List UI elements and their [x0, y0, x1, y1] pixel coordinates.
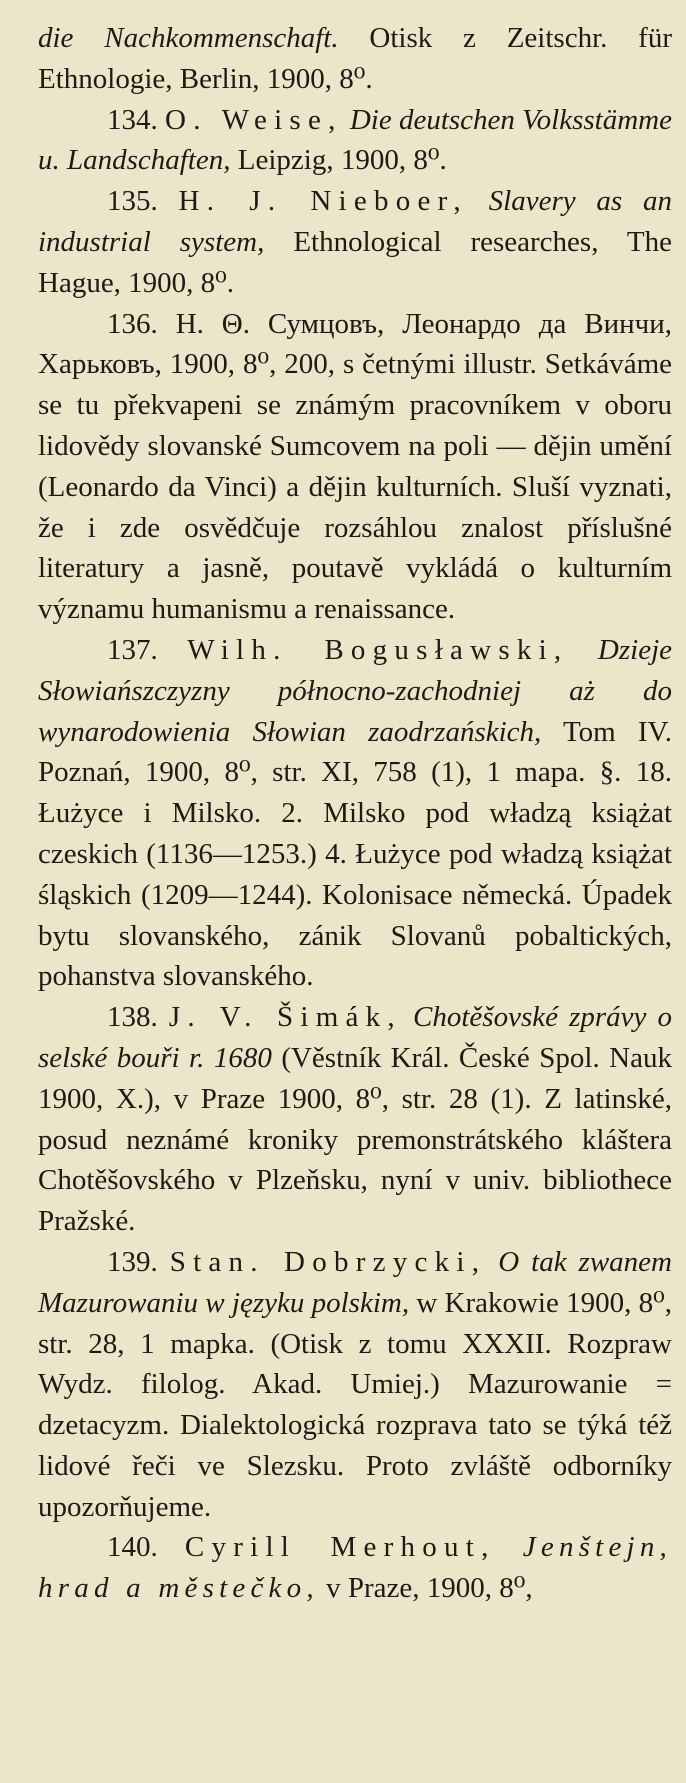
entry-text: Otisk z Zeitschr. für Ethnologie, Berlin, 1900, 8⁰. — [38, 22, 672, 95]
entry-number: 140. — [107, 1531, 158, 1564]
entry-author: H. J. Nieboer, — [178, 185, 468, 218]
entry-title: Jenštejn, hrad a městečko, — [38, 1531, 673, 1605]
entry-text: Ethnological researches, The Hague, 1900, 8⁰. — [38, 225, 672, 299]
entry-number: 136. — [107, 307, 158, 340]
entry-137 — [38, 630, 672, 997]
entry-text: Leipzig, 1900, 8⁰. — [230, 144, 447, 177]
entry-text: Леонардо да Винчи, Харьковъ, 1900, 8⁰, 200, s četnými illustr. Setkáváme se tu překvapeni se známým pracovníkem v oboru lidovědy slovanské Sumcovem na poli — dějin umění (Leonardo da Vinci) a dějin kulturních. Sluší vyznati, že i zde osvědčuje rozsáhlou znalost příslušné literatury a jasně, poutavě vykládá o kulturním významu humanismu a renaissance. — [38, 307, 673, 626]
entry-136 — [38, 304, 672, 630]
entry-title: die Nachkommenschaft. — [38, 22, 339, 54]
entry-134 — [38, 100, 672, 182]
entry-title: Chotěšovské zprávy o selské bouři r. 1680 — [38, 1001, 672, 1074]
entry-140 — [38, 1527, 672, 1609]
entry-number: 135. — [107, 185, 158, 218]
entry-author: Wilh. Bogusławski, — [187, 633, 569, 666]
entry-text: Tom IV. Poznań, 1900, 8⁰, str. XI, 758 (1), 1 mapa. §. 18. Łużyce i Milsko. 2. Milsko pod władzą książat czeskich (1136—1253.) 4. Łużyce pod władzą książat śląskich (1209—1244). Kolonisace německá. Úpadek bytu slovanského, zánik Slovanů pobaltických, pohanstva slovanského. — [38, 715, 672, 993]
entry-number: 139. — [107, 1245, 158, 1278]
entry-number: 138. — [107, 1001, 158, 1034]
entry-title: O tak zwanem Mazurowaniu w języku polskim, — [38, 1245, 672, 1319]
entry-author: Stan. Dobrzycki, — [169, 1245, 487, 1278]
entry-author: O. Weise, — [165, 103, 343, 136]
entry-text: (Věstník Král. České Spol. Nauk 1900, X.), v Praze 1900, 8⁰, str. 28 (1). Z latinské, posud neznámé kroniky premonstrátského kláštera Chotěšovského v Plzeňsku, nyní v univ. bibliothece Pražské. — [38, 1041, 672, 1238]
entry-135 — [38, 181, 672, 303]
entry-title: Slavery as an industrial system, — [38, 185, 672, 258]
entry-text: v Praze, 1900, 8⁰, — [318, 1572, 533, 1605]
entry-author: J. V. Šimák, — [168, 1001, 402, 1034]
entry-title: Dzieje Słowiańszczyzny północno-zachodniej aż do wynarodowienia Słowian zaodrzańskich, — [38, 633, 673, 748]
entry-author: Cyrill Merhout, — [184, 1531, 496, 1564]
entry-continuation — [38, 18, 672, 100]
entry-text: w Krakowie 1900, 8⁰, str. 28, 1 mapka. (Otisk z tomu XXXII. Rozpraw Wydz. filolog. Akad. Umiej.) Mazurowanie = dzetacyzm. Dialektologická rozprava tato se týká též lidové řeči ve Slezsku. Proto zvláště odborníky upozorňujeme. — [38, 1286, 672, 1523]
entry-139 — [38, 1242, 672, 1528]
entry-number: 134. — [107, 103, 158, 136]
entry-number: 137. — [107, 633, 158, 666]
entry-title: Die deutschen Volksstämme u. Landschaften, — [38, 103, 672, 177]
entry-author: Н. Θ. Сумцовъ, — [175, 307, 385, 340]
entry-138 — [38, 997, 672, 1242]
